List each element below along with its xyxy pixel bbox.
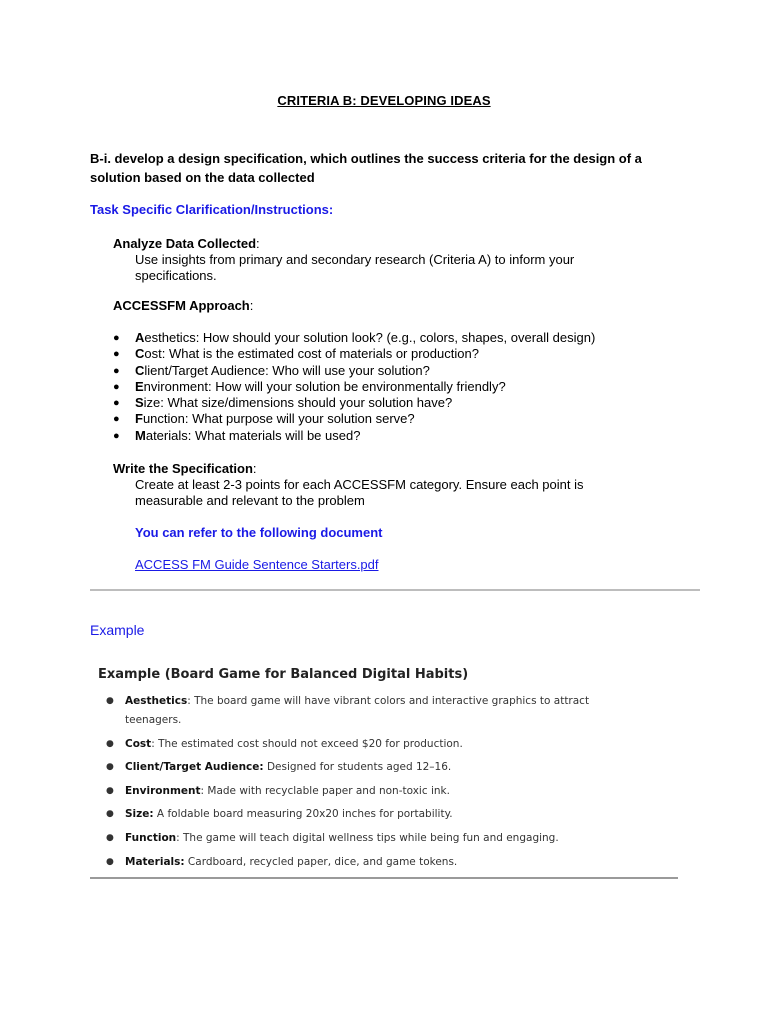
task-clarification-heading: Task Specific Clarification/Instructions: (90, 202, 334, 217)
analyze-heading-text: Analyze Data Collected (113, 236, 257, 251)
accessfm-list (113, 330, 595, 444)
bullet-icon: ● (113, 397, 120, 410)
item-text: A foldable board measuring 20x20 inches for portability. (153, 808, 453, 821)
example-title: Example (Board Game for Balanced Digital Habits) (98, 667, 469, 682)
item-letter: C (135, 346, 145, 362)
item-text: : The estimated cost should not exceed $20 for production. (151, 737, 463, 750)
item-letter: C (135, 362, 145, 378)
refer-text: You can refer to the following document (135, 525, 383, 540)
bullet-icon: ● (113, 380, 120, 393)
list-item (113, 395, 595, 411)
item-letter: S (135, 395, 144, 411)
bullet-icon: ● (106, 809, 114, 820)
bullet-icon: ● (113, 413, 120, 426)
item-label: Cost (125, 737, 152, 750)
example-list (106, 692, 626, 876)
item-text: ize: What size/dimensions should your solution have? (143, 395, 453, 411)
approach-heading-text: ACCESSFM Approach (113, 298, 250, 313)
item-label: Aesthetics (125, 695, 188, 707)
approach-heading-colon: : (249, 298, 254, 313)
approach-heading (113, 298, 253, 313)
sentence-starters-link[interactable]: ACCESS FM Guide Sentence Starters.pdf (135, 557, 379, 572)
item-text: unction: What purpose will your solution serve? (142, 411, 415, 427)
item-letter: M (135, 427, 146, 443)
item-text: aterials: What materials will be used? (145, 427, 361, 443)
item-text: : The game will teach digital wellness tips while being fun and engaging. (176, 831, 559, 844)
item-text: Designed for students aged 12–16. (263, 761, 452, 774)
list-item (113, 330, 595, 346)
analyze-text: Use insights from primary and secondary research (Criteria A) to inform your specifications. (135, 252, 575, 283)
bullet-icon: ● (106, 832, 114, 843)
list-item (113, 411, 595, 427)
item-letter: A (135, 330, 145, 345)
list-item (106, 853, 626, 872)
item-letter: F (135, 411, 143, 427)
list-item (113, 346, 595, 362)
bullet-icon: ● (113, 429, 120, 442)
item-text: ost: What is the estimated cost of materials or production? (144, 346, 479, 362)
bullet-icon: ● (106, 738, 114, 749)
item-label: Function (125, 831, 177, 844)
analyze-heading (113, 236, 260, 251)
write-heading-text: Write the Specification (113, 461, 253, 476)
write-text: Create at least 2-3 points for each ACCESSFM category. Ensure each point is measurable and relevant to the problem (135, 477, 584, 508)
objective-statement: B-i. develop a design specification, which outlines the success criteria for the design of a solution based on the data collected (90, 151, 642, 185)
item-label: Environment (125, 784, 201, 797)
bullet-icon: ● (106, 762, 114, 773)
divider (90, 877, 678, 879)
write-heading (113, 461, 257, 476)
example-heading: Example (90, 622, 145, 638)
analyze-heading-colon: : (256, 236, 260, 251)
list-item (113, 428, 595, 444)
bullet-icon: ● (113, 348, 120, 361)
item-text: : Made with recyclable paper and non-toxic ink. (200, 784, 450, 797)
item-label: Size: (125, 808, 154, 821)
bullet-icon: ● (106, 696, 114, 706)
bullet-icon: ● (113, 332, 120, 344)
item-text: nvironment: How will your solution be environmentally friendly? (143, 378, 506, 394)
item-text: esthetics: How should your solution look? (e.g., colors, shapes, overall design) (144, 330, 596, 345)
list-item (113, 363, 595, 379)
item-label: Materials: (125, 855, 185, 868)
page-title: CRITERIA B: DEVELOPING IDEAS (277, 93, 491, 108)
list-item (106, 829, 626, 848)
list-item (106, 805, 626, 824)
item-text: lient/Target Audience: Who will use your solution? (144, 362, 430, 378)
list-item (106, 782, 626, 801)
item-label: Client/Target Audience: (125, 761, 264, 774)
list-item (106, 735, 626, 754)
item-text: : The board game will have vibrant colors and interactive graphics to attract teenagers. (125, 695, 590, 726)
bullet-icon: ● (106, 856, 114, 867)
item-text: Cardboard, recycled paper, dice, and game tokens. (184, 855, 458, 868)
list-item (106, 692, 626, 730)
divider (90, 589, 700, 591)
item-letter: E (135, 378, 144, 394)
bullet-icon: ● (106, 785, 114, 796)
bullet-icon: ● (113, 364, 120, 377)
write-heading-colon: : (252, 461, 257, 476)
list-item (106, 758, 626, 777)
list-item (113, 379, 595, 395)
